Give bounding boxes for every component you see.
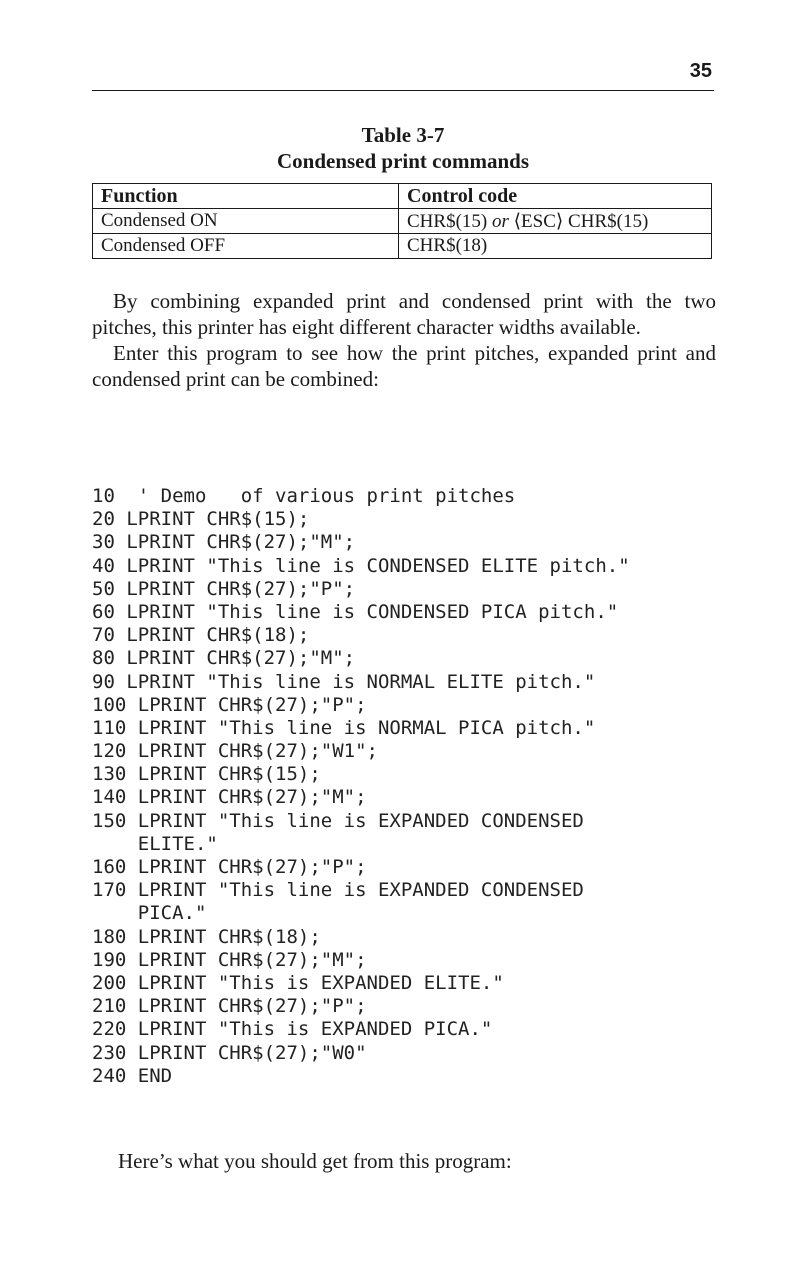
basic-program-listing [92, 485, 772, 1088]
paragraph: By combining expanded print and condensed print with the two pitches, this printer has eight different character widths available. [92, 289, 716, 339]
code-line: 160 LPRINT CHR$(27);"P"; [92, 856, 367, 878]
code-line: 60 LPRINT "This line is CONDENSED PICA pitch." [92, 600, 619, 623]
code-line: 180 LPRINT CHR$(18); [92, 925, 321, 948]
header-function: Function [93, 184, 399, 209]
code-line: 40 LPRINT "This line is CONDENSED ELITE pitch." [92, 554, 630, 577]
code-line: 80 LPRINT CHR$(27);"M"; [92, 647, 356, 670]
code-line: 240 END [92, 1064, 173, 1087]
code-line: 120 LPRINT CHR$(27);"W1"; [92, 740, 378, 763]
page-number: 35 [689, 60, 712, 82]
code-line: 230 LPRINT CHR$(27);"W0" [92, 1041, 367, 1064]
body-text [92, 288, 716, 392]
cell-control-code [399, 209, 712, 234]
table-title: Condensed print commands [276, 149, 530, 173]
code-or: or [491, 210, 509, 232]
header-rule [92, 90, 714, 91]
table-header-row [93, 184, 712, 209]
code-line: 140 LPRINT CHR$(27);"M"; [92, 786, 367, 809]
code-line: 70 LPRINT CHR$(18); [92, 624, 310, 647]
code-line: 100 LPRINT CHR$(27);"P"; [92, 693, 367, 716]
code-line: 170 LPRINT "This line is EXPANDED CONDENSED [92, 879, 584, 902]
cell-function: Condensed OFF [93, 234, 399, 259]
code-line: 110 LPRINT "This line is NORMAL PICA pitch." [92, 716, 596, 739]
table-row [93, 234, 712, 259]
code-line: 130 LPRINT CHR$(15); [92, 763, 321, 786]
header-control-code: Control code [399, 184, 712, 209]
cell-control-code: CHR$(18) [399, 234, 712, 259]
code-line: 200 LPRINT "This is EXPANDED ELITE." [92, 971, 504, 994]
cell-function: Condensed ON [93, 209, 399, 234]
closing-paragraph: Here’s what you should get from this program: [118, 1149, 512, 1173]
condensed-commands-table [92, 183, 712, 259]
code-line: 20 LPRINT CHR$(15); [92, 508, 310, 531]
code-line: 190 LPRINT CHR$(27);"M"; [92, 948, 367, 971]
code-line: 150 LPRINT "This line is EXPANDED CONDENSED [92, 809, 584, 832]
code-line: 10 ' Demo of various print pitches [92, 485, 516, 507]
paragraph: Enter this program to see how the print pitches, expanded print and condensed print can be combined: [92, 341, 716, 391]
code-line: 50 LPRINT CHR$(27);"P"; [92, 577, 356, 600]
table-row [93, 209, 712, 234]
code-line: 220 LPRINT "This is EXPANDED PICA." [92, 1018, 493, 1041]
code-line: 30 LPRINT CHR$(27);"M"; [92, 531, 356, 554]
code-line: 90 LPRINT "This line is NORMAL ELITE pitch." [92, 670, 596, 693]
table-caption [92, 122, 714, 174]
table-number: Table 3-7 [361, 123, 445, 147]
code-text: CHR$(15) [407, 210, 492, 232]
code-line: ELITE." [92, 832, 218, 855]
code-line: PICA." [92, 902, 207, 925]
code-text-esc: ⟨ESC⟩ CHR$(15) [508, 210, 649, 232]
code-line: 210 LPRINT CHR$(27);"P"; [92, 995, 367, 1018]
